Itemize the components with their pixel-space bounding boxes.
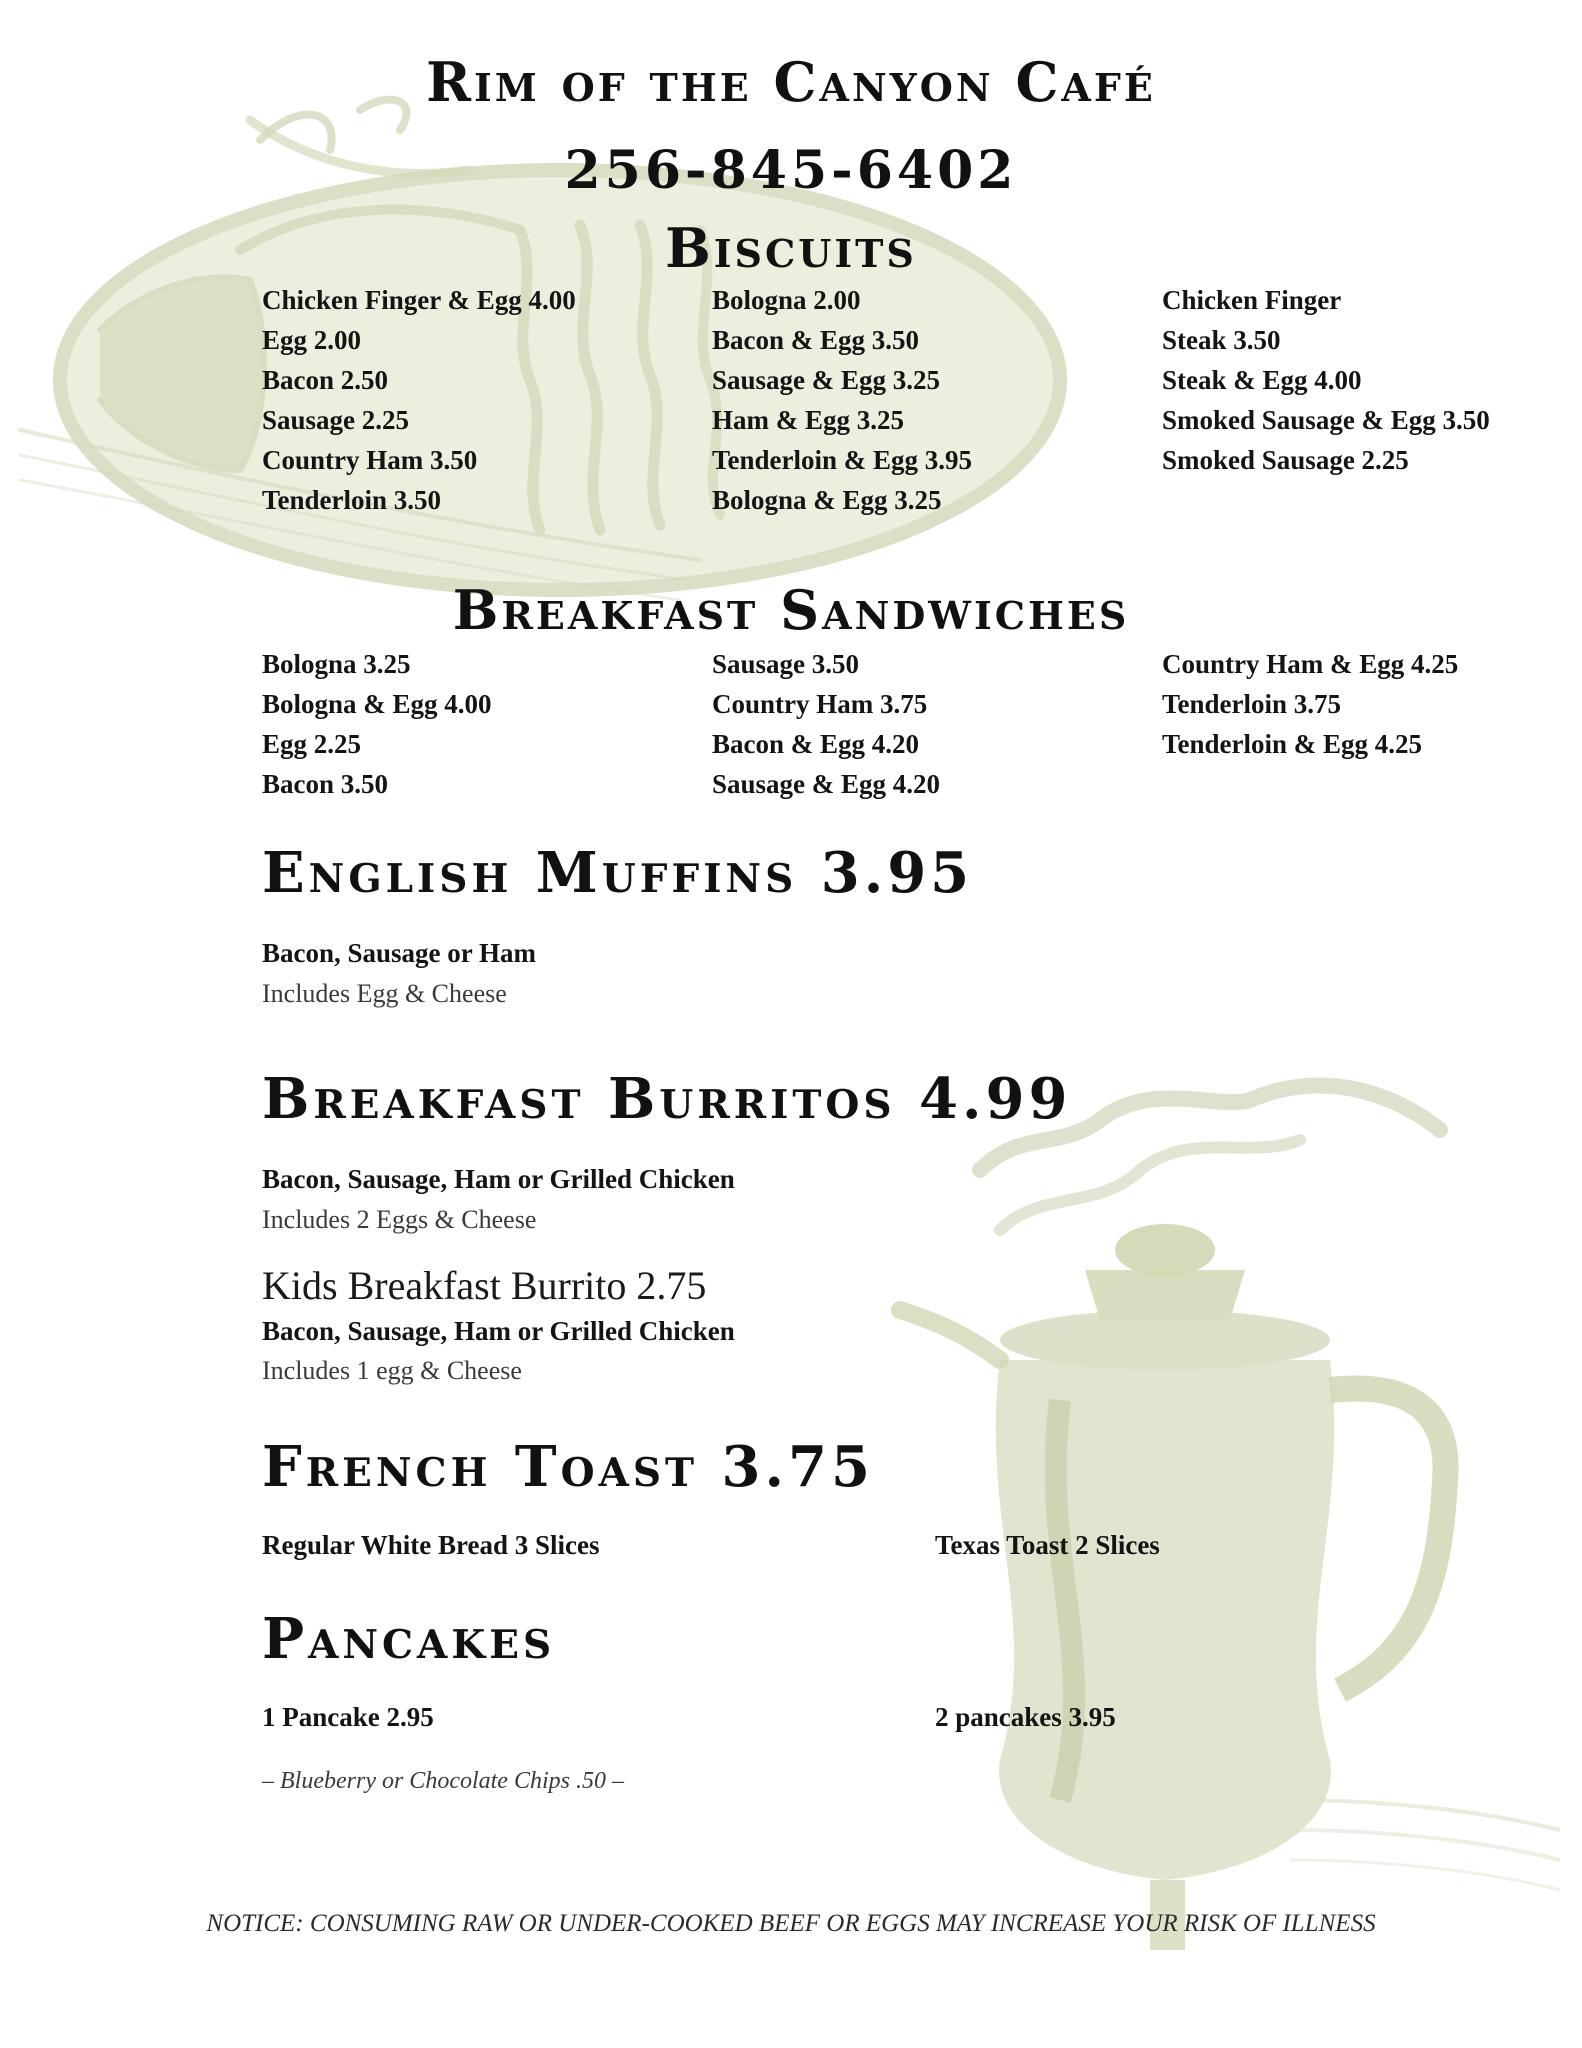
menu-item: Chicken Finger & Egg 4.00 [262, 285, 576, 315]
menu-item: Chicken Finger [1162, 285, 1342, 315]
pancakes-heading: Pancakes [262, 1606, 556, 1672]
burritos-item: Bacon, Sausage, Ham or Grilled Chicken [262, 1164, 735, 1194]
menu-item: Bacon & Egg 4.20 [712, 729, 920, 759]
menu-item: Sausage & Egg 3.25 [712, 365, 941, 395]
menu-item: Tenderloin & Egg 4.25 [1162, 729, 1423, 759]
cafe-name: Rim of the Canyon Café [426, 50, 1156, 114]
french-toast-heading: French Toast 3.75 [262, 1434, 874, 1500]
menu-item: Sausage & Egg 4.20 [712, 769, 941, 799]
menu-item: Tenderloin 3.50 [262, 485, 442, 515]
menu-item: Smoked Sausage 2.25 [1162, 445, 1409, 475]
english-muffins-item: Bacon, Sausage or Ham [262, 938, 537, 968]
menu-item: Ham & Egg 3.25 [712, 405, 904, 435]
menu-item: Bologna 3.25 [262, 649, 411, 679]
menu-item: Sausage 3.50 [712, 649, 860, 679]
pancakes-addon: – Blueberry or Chocolate Chips .50 – [262, 1768, 624, 1794]
menu-item: Steak 3.50 [1162, 325, 1281, 355]
menu-item: Egg 2.00 [262, 325, 362, 355]
menu-item: Country Ham 3.50 [262, 445, 478, 475]
sandwiches-column-3 [1162, 644, 1458, 764]
menu-item: Sausage 2.25 [262, 405, 410, 435]
menu-item: Bacon 2.50 [262, 365, 389, 395]
breakfast-burritos-heading: Breakfast Burritos 4.99 [262, 1066, 1072, 1132]
menu-item: Bologna & Egg 3.25 [712, 485, 942, 515]
biscuits-column-2 [712, 280, 972, 520]
menu-item: Bacon 3.50 [262, 769, 389, 799]
english-muffins-heading: English Muffins 3.95 [262, 840, 974, 906]
menu-item: Country Ham 3.75 [712, 689, 928, 719]
cafe-phone: 256-845-6402 [564, 140, 1018, 201]
menu-item: Egg 2.25 [262, 729, 362, 759]
menu-item: Bologna 2.00 [712, 285, 861, 315]
biscuits-column-1 [262, 280, 576, 520]
biscuits-heading: Biscuits [665, 216, 917, 280]
biscuits-column-3 [1162, 280, 1490, 480]
menu-item: Country Ham & Egg 4.25 [1162, 649, 1459, 679]
breakfast-sandwiches-heading: Breakfast Sandwiches [452, 578, 1130, 642]
menu-item: Smoked Sausage & Egg 3.50 [1162, 405, 1490, 435]
french-toast-option-white: Regular White Bread 3 Slices [262, 1530, 600, 1560]
health-notice: NOTICE: CONSUMING RAW OR UNDER-COOKED BEEF OR EGGS MAY INCREASE YOUR RISK OF ILLNESS [206, 1910, 1376, 1937]
menu-item: Bacon & Egg 3.50 [712, 325, 920, 355]
pancakes-option-one: 1 Pancake 2.95 [262, 1702, 434, 1732]
menu-item: Tenderloin 3.75 [1162, 689, 1342, 719]
kids-burrito-title: Kids Breakfast Burrito 2.75 [262, 1263, 707, 1308]
menu-item: Tenderloin & Egg 3.95 [712, 445, 973, 475]
kids-burrito-item: Bacon, Sausage, Ham or Grilled Chicken [262, 1316, 735, 1346]
sandwiches-column-1 [262, 644, 492, 804]
pancakes-option-two: 2 pancakes 3.95 [935, 1702, 1116, 1732]
english-muffins-note: Includes Egg & Cheese [262, 979, 507, 1008]
menu-item: Steak & Egg 4.00 [1162, 365, 1362, 395]
kids-burrito-note: Includes 1 egg & Cheese [262, 1356, 522, 1385]
menu-item: Bologna & Egg 4.00 [262, 689, 492, 719]
french-toast-option-texas: Texas Toast 2 Slices [935, 1530, 1160, 1560]
sandwiches-column-2 [712, 644, 940, 804]
burritos-note: Includes 2 Eggs & Cheese [262, 1205, 537, 1234]
